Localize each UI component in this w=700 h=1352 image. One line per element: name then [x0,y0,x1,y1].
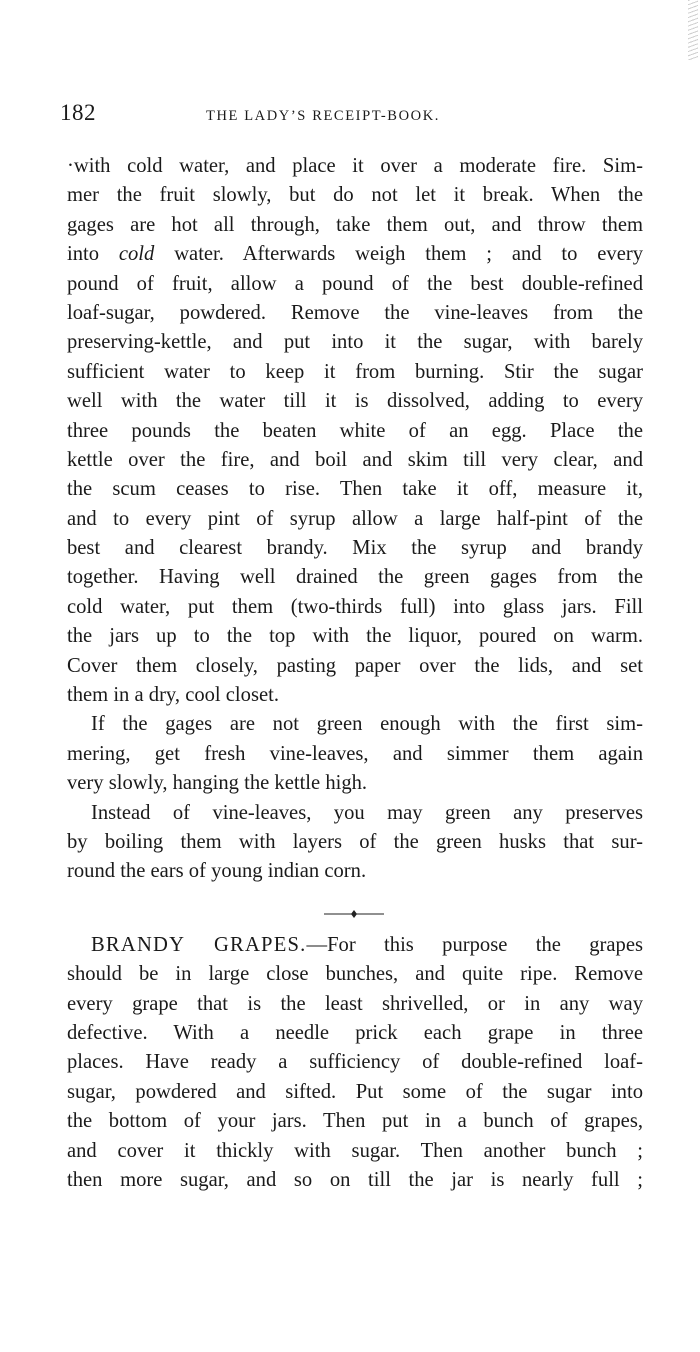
page-number: 182 [60,100,96,125]
text-line: gages are hot all through, take them out, and throw them [67,213,643,236]
text-line: well with the water till it is dissolved, adding to every [67,390,643,413]
recipe-heading: BRANDY GRAPES. [91,933,307,956]
section-divider [322,907,386,921]
page-header [60,100,642,136]
text-line: every grape that is the least shrivelled, or in any way [67,992,643,1015]
diamond-ornament-icon [351,910,357,918]
running-title: THE LADY’S RECEIPT-BOOK. [206,108,441,124]
text-line: loaf-sugar, powdered. Remove the vine-leaves from the [67,301,643,324]
text-line: Instead of vine-leaves, you may green any preserves [91,801,643,824]
text-line: cold water, put them (two-thirds full) into glass jars. Fill [67,595,643,618]
text-line: If the gages are not green enough with the first sim- [91,713,643,736]
text-line: sugar, powdered and sifted. Put some of the sugar into [67,1080,643,1103]
text-fragment [154,243,174,265]
text-line: the scum ceases to rise. Then take it off, measure it, [67,478,643,501]
text-line: then more sugar, and so on till the jar is nearly full ; [67,1168,643,1191]
text-line: should be in large close bunches, and quite ripe. Remove [67,963,643,986]
text-line: ·with cold water, and place it over a moderate fire. Sim- [67,155,643,177]
text-line: kettle over the fire, and boil and skim till very clear, and [67,448,643,471]
text-line: mering, get fresh vine-leaves, and simmer them again [67,742,643,765]
text-line: very slowly, hanging the kettle high. [67,772,368,795]
text-line [67,931,643,960]
text-line: pound of fruit, allow a pound of the best double-refined [67,272,643,295]
text-fragment: water. Afterwards weigh them ; and to every [174,243,643,266]
text-line: sufficient water to keep it from burning. Stir the sugar [67,360,643,383]
text-fragment: —For this purpose the grapes [306,933,643,956]
page-edge-mark [688,0,698,60]
text-line [67,240,643,269]
text-line: defective. With a needle prick each grape in three [67,1021,643,1044]
text-line: and to every pint of syrup allow a large half-pint of the [67,507,643,530]
italic-word: cold [118,243,155,266]
page-body [67,152,643,1195]
text-line: round the ears of young indian corn. [67,860,367,883]
text-line: mer the fruit slowly, but do not let it break. When the [67,184,643,207]
text-fragment: into [67,243,119,266]
text-line: the bottom of your jars. Then put in a bunch of grapes, [67,1110,643,1133]
text-line: preserving-kettle, and put into it the sugar, with barely [67,331,643,354]
text-line: Cover them closely, pasting paper over the lids, and set [67,654,643,677]
text-line: and cover it thickly with sugar. Then another bunch ; [67,1139,643,1162]
text-line: by boiling them with layers of the green husks that sur- [67,830,643,853]
text-line: together. Having well drained the green gages from the [67,566,643,589]
text-line: places. Have ready a sufficiency of double-refined loaf- [67,1051,643,1074]
text-line: them in a dry, cool closet. [67,684,279,707]
text-line: three pounds the beaten white of an egg. Place the [67,419,643,442]
text-line: best and clearest brandy. Mix the syrup and brandy [67,537,643,560]
text-line: the jars up to the top with the liquor, poured on warm. [67,625,643,648]
